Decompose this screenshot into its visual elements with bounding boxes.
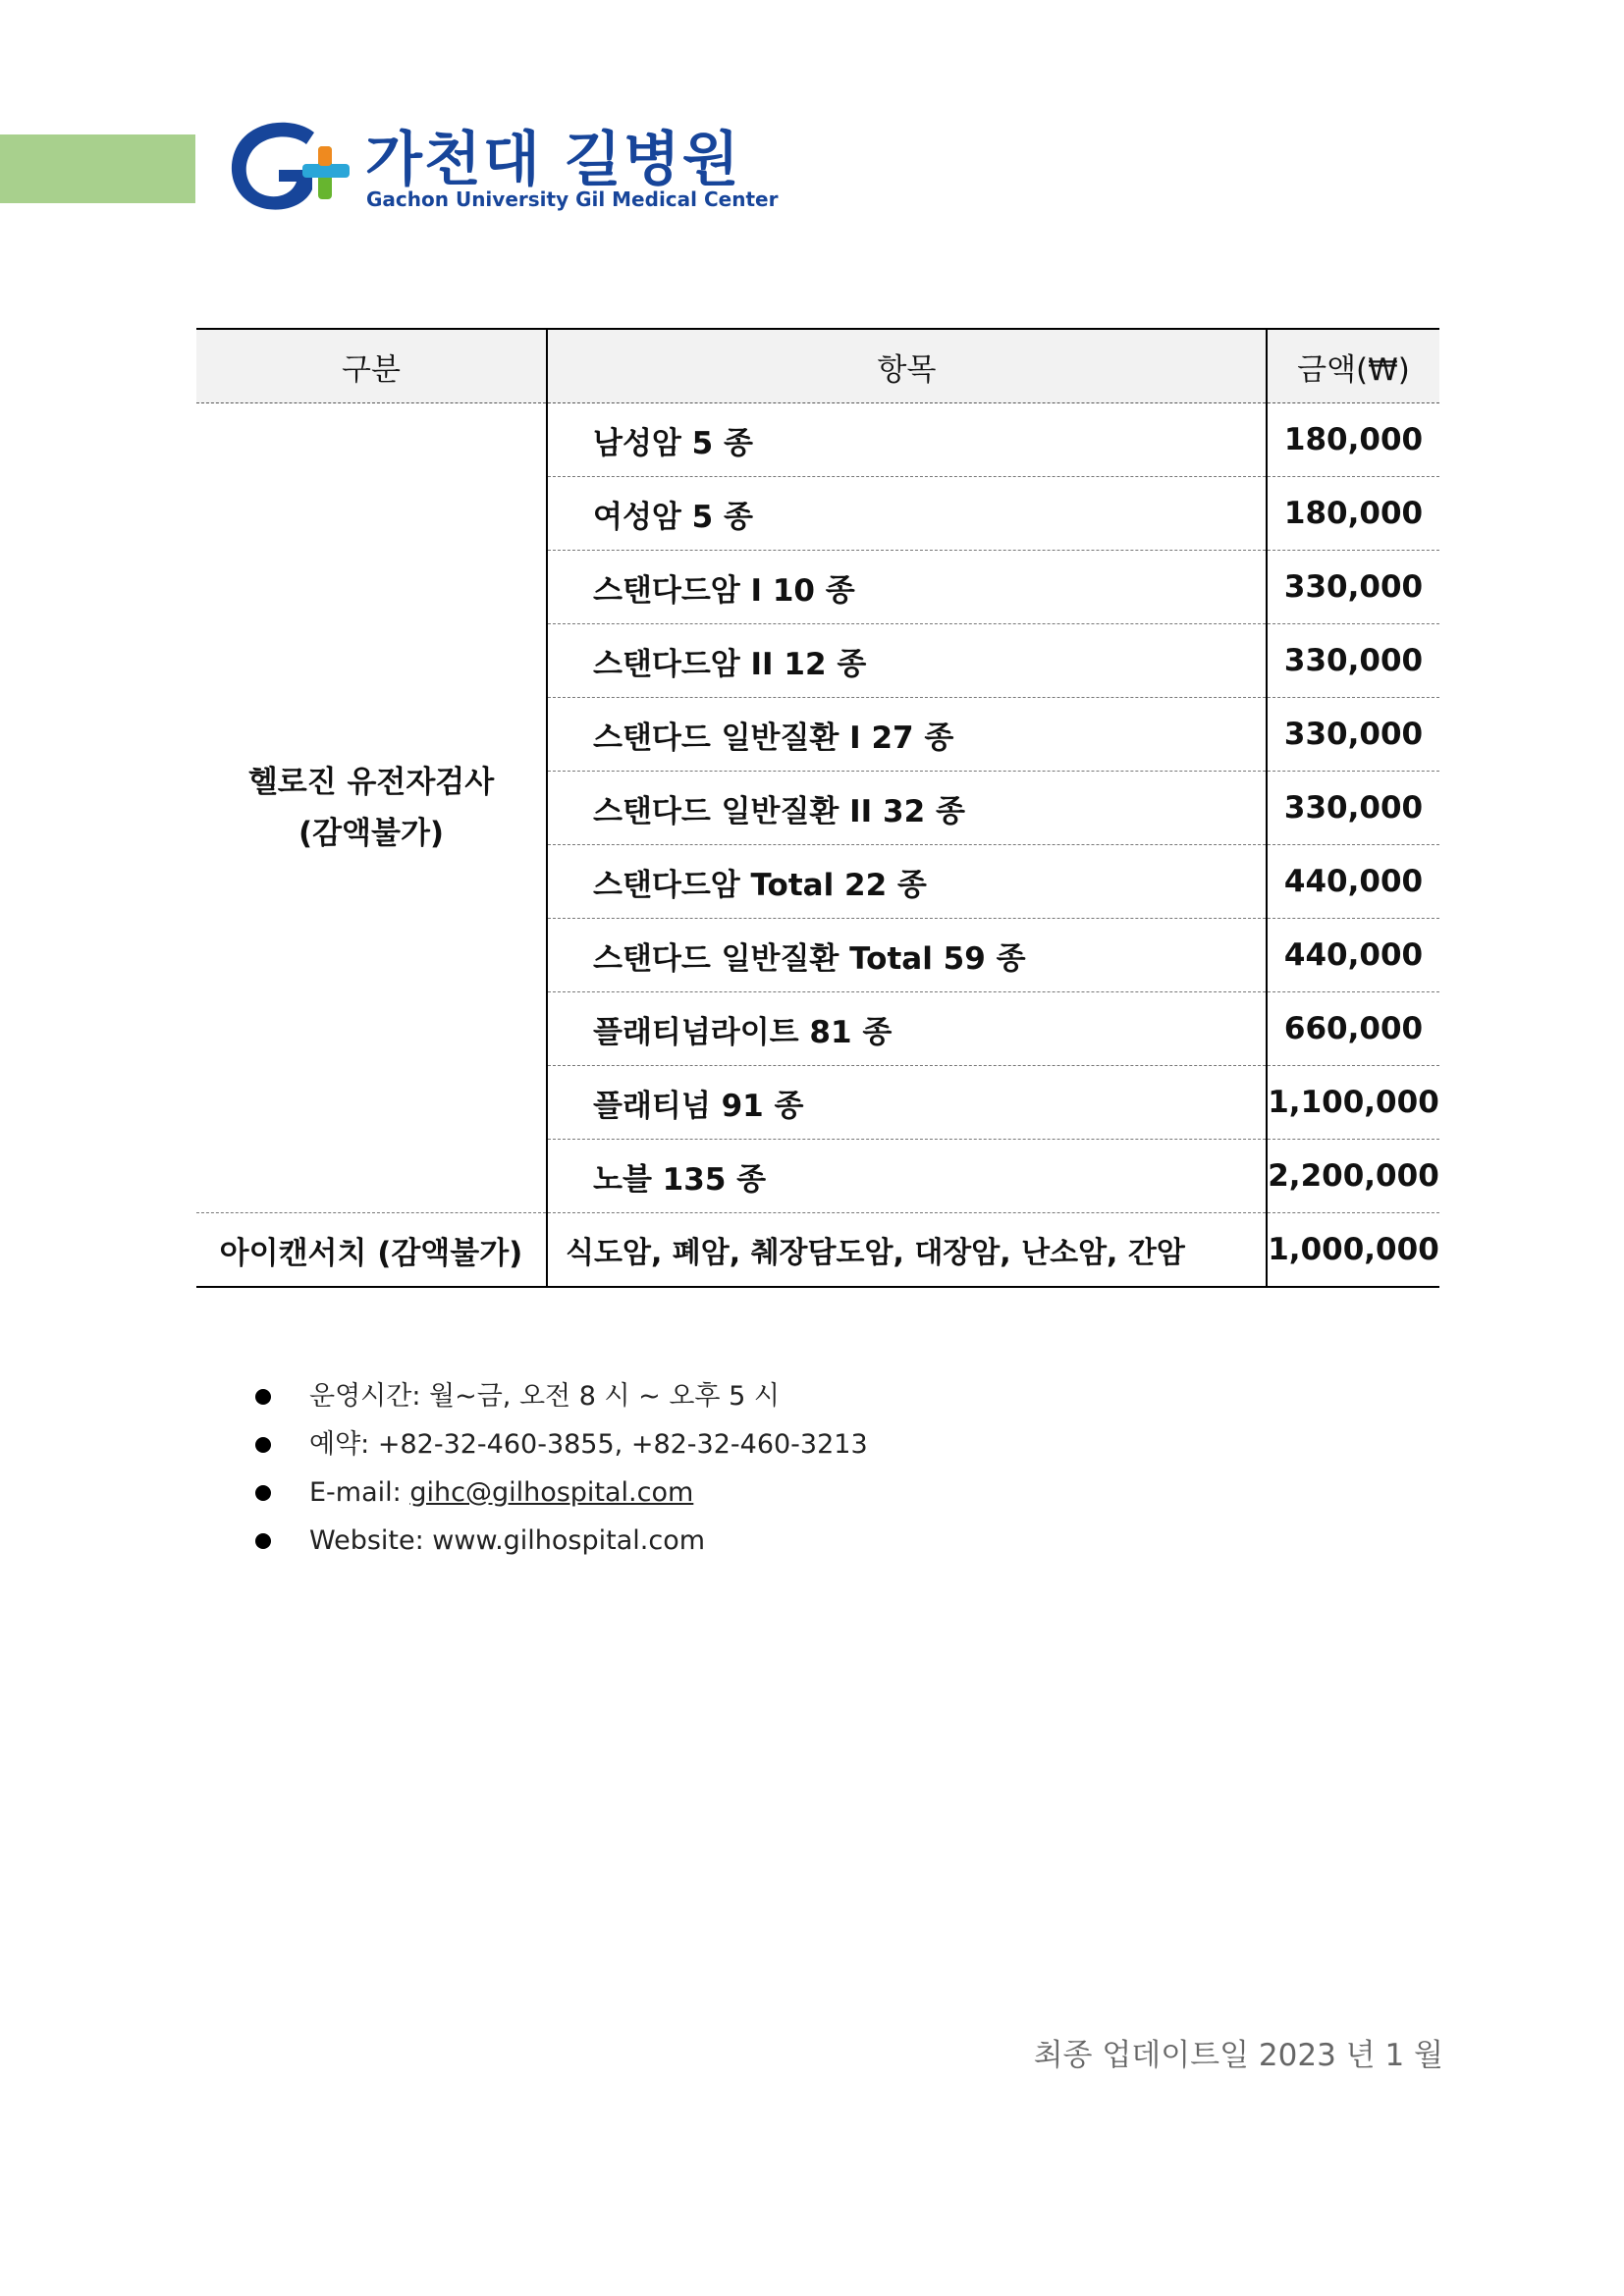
category-cell-hellogene	[196, 403, 547, 1213]
price-cell: 1,000,000	[1267, 1213, 1439, 1288]
table-row	[196, 1213, 1439, 1288]
price-cell: 180,000	[1267, 477, 1439, 551]
price-cell: 1,100,000	[1267, 1066, 1439, 1140]
item-cell: 스탠다드 일반질환 Total 59 종	[547, 919, 1267, 992]
email-label: E-mail:	[309, 1477, 410, 1508]
hospital-logo	[218, 113, 779, 216]
category-cell-icansearch: 아이캔서치 (감액불가)	[196, 1213, 547, 1288]
reservation-phone: 예약: +82-32-460-3855, +82-32-460-3213	[309, 1429, 868, 1460]
bullet-icon	[255, 1485, 271, 1501]
logo-g-mark-icon	[218, 113, 355, 216]
price-table	[196, 328, 1439, 1288]
last-updated-note: 최종 업데이트일 2023 년 1 월	[1033, 2038, 1443, 2073]
item-cell: 여성암 5 종	[547, 477, 1267, 551]
header-item: 항목	[547, 329, 1267, 403]
item-cell: 스탠다드 일반질환 I 27 종	[547, 698, 1267, 772]
list-item-website	[255, 1517, 868, 1565]
price-cell: 330,000	[1267, 624, 1439, 698]
list-item-phone	[255, 1420, 868, 1468]
bullet-icon	[255, 1533, 271, 1549]
category-note: (감액불가)	[298, 816, 445, 851]
price-cell: 180,000	[1267, 403, 1439, 477]
item-cell: 노블 135 종	[547, 1140, 1267, 1213]
bullet-icon	[255, 1389, 271, 1405]
table-header-row	[196, 329, 1439, 403]
price-cell: 440,000	[1267, 845, 1439, 919]
list-item-hours	[255, 1372, 868, 1420]
email-link[interactable]: gihc@gilhospital.com	[409, 1477, 694, 1508]
header-accent-bar	[0, 134, 195, 203]
list-item-email	[255, 1468, 868, 1517]
price-cell: 440,000	[1267, 919, 1439, 992]
header-category: 구분	[196, 329, 547, 403]
table-row	[196, 403, 1439, 477]
logo-english-name: Gachon University Gil Medical Center	[366, 187, 779, 211]
item-cell: 식도암, 폐암, 췌장담도암, 대장암, 난소암, 간암	[547, 1213, 1267, 1288]
price-cell: 2,200,000	[1267, 1140, 1439, 1213]
website-text: Website: www.gilhospital.com	[309, 1525, 706, 1556]
operating-hours: 운영시간: 월~금, 오전 8 시 ~ 오후 5 시	[309, 1381, 780, 1412]
category-name: 헬로진 유전자검사	[247, 765, 495, 800]
price-cell: 330,000	[1267, 551, 1439, 624]
price-cell: 330,000	[1267, 698, 1439, 772]
bullet-icon	[255, 1437, 271, 1453]
item-cell: 남성암 5 종	[547, 403, 1267, 477]
item-cell: 플래티넘 91 종	[547, 1066, 1267, 1140]
logo-korean-name: 가천대 길병원	[365, 126, 741, 194]
header-price: 금액(₩)	[1267, 329, 1439, 403]
contact-info-list	[255, 1372, 868, 1565]
item-cell: 플래티넘라이트 81 종	[547, 992, 1267, 1066]
price-cell: 660,000	[1267, 992, 1439, 1066]
item-cell: 스탠다드암 I 10 종	[547, 551, 1267, 624]
item-cell: 스탠다드암 Total 22 종	[547, 845, 1267, 919]
price-cell: 330,000	[1267, 772, 1439, 845]
item-cell: 스탠다드암 II 12 종	[547, 624, 1267, 698]
item-cell: 스탠다드 일반질환 II 32 종	[547, 772, 1267, 845]
